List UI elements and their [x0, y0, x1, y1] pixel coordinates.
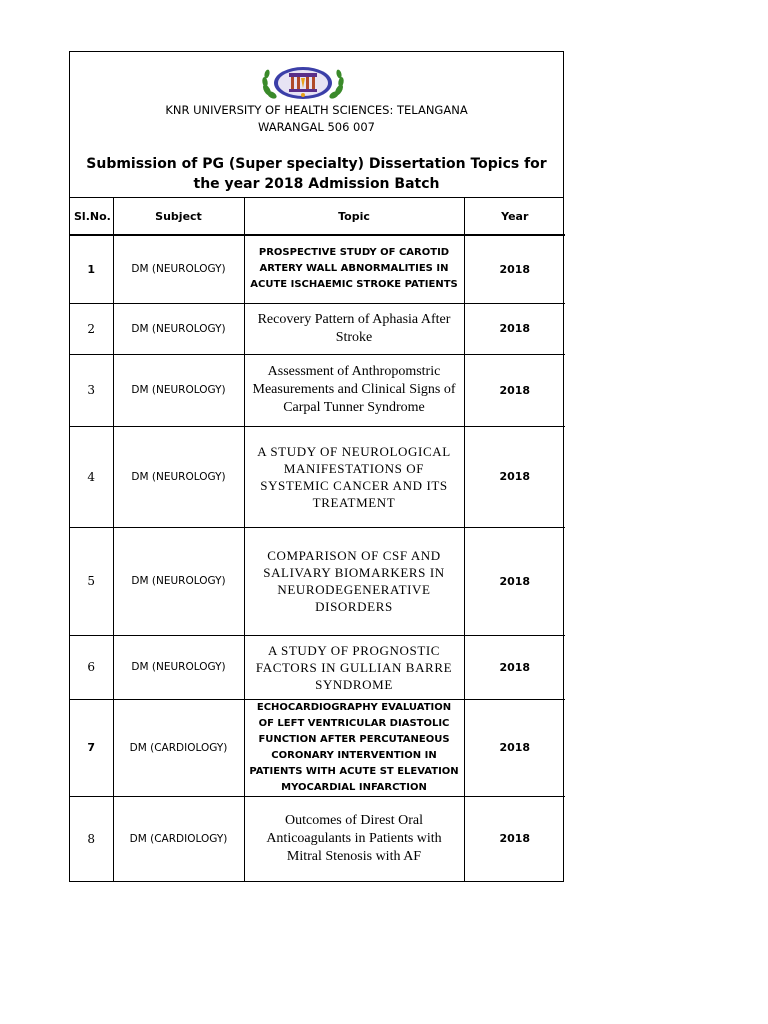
row-subject: DM (NEUROLOGY) [113, 527, 244, 635]
row-subject: DM (CARDIOLOGY) [113, 796, 244, 881]
row-subject: DM (NEUROLOGY) [113, 426, 244, 527]
row-topic: Recovery Pattern of Aphasia After Stroke [244, 303, 464, 354]
row-subject: DM (NEUROLOGY) [113, 303, 244, 354]
table-header-row [70, 198, 565, 235]
university-name: KNR UNIVERSITY OF HEALTH SCIENCES: TELANGANA [165, 103, 468, 117]
row-year: 2018 [464, 699, 565, 796]
row-sl-no: 5 [70, 527, 113, 635]
university-address: WARANGAL 506 007 [258, 120, 375, 134]
dissertation-sheet [69, 51, 564, 882]
table-row [70, 426, 565, 527]
row-year: 2018 [464, 354, 565, 426]
table-row [70, 303, 565, 354]
table-row [70, 527, 565, 635]
row-year: 2018 [464, 426, 565, 527]
row-sl-no: 4 [70, 426, 113, 527]
row-topic: A STUDY OF PROGNOSTIC FACTORS IN GULLIAN BARRE SYNDROME [244, 635, 464, 699]
row-year: 2018 [464, 235, 565, 303]
row-sl-no: 1 [70, 235, 113, 303]
column-header-sl-no: Sl.No. [70, 198, 113, 235]
row-subject: DM (NEUROLOGY) [113, 635, 244, 699]
table-row [70, 354, 565, 426]
row-topic: Assessment of Anthropomstric Measurements and Clinical Signs of Carpal Tunner Syndrome [244, 354, 464, 426]
column-header-subject: Subject [113, 198, 244, 235]
row-subject: DM (NEUROLOGY) [113, 354, 244, 426]
row-sl-no: 2 [70, 303, 113, 354]
table-row [70, 699, 565, 796]
table-row [70, 635, 565, 699]
row-topic: PROSPECTIVE STUDY OF CAROTID ARTERY WALL ABNORMALITIES IN ACUTE ISCHAEMIC STROKE PATIENTS [244, 235, 464, 303]
row-topic: Outcomes of Direst Oral Anticoagulants in Patients with Mitral Stenosis with AF [244, 796, 464, 881]
row-sl-no: 3 [70, 354, 113, 426]
table-row [70, 235, 565, 303]
row-year: 2018 [464, 635, 565, 699]
document-title: Submission of PG (Super specialty) Dissertation Topics for the year 2018 Admission Batch [86, 156, 547, 192]
row-year: 2018 [464, 527, 565, 635]
row-year: 2018 [464, 303, 565, 354]
column-header-topic: Topic [244, 198, 464, 235]
row-topic: COMPARISON OF CSF AND SALIVARY BIOMARKERS IN NEURODEGENERATIVE DISORDERS [244, 527, 464, 635]
row-sl-no: 6 [70, 635, 113, 699]
dissertation-table [70, 198, 565, 881]
document-header [70, 52, 563, 198]
row-sl-no: 8 [70, 796, 113, 881]
table-row [70, 796, 565, 881]
row-subject: DM (NEUROLOGY) [113, 235, 244, 303]
row-topic: A STUDY OF NEUROLOGICAL MANIFESTATIONS OF SYSTEMIC CANCER AND ITS TREATMENT [244, 426, 464, 527]
row-subject: DM (CARDIOLOGY) [113, 699, 244, 796]
university-emblem-icon [258, 64, 348, 102]
column-header-year: Year [464, 198, 565, 235]
row-year: 2018 [499, 832, 531, 846]
row-sl-no: 7 [70, 699, 113, 796]
row-topic: ECHOCARDIOGRAPHY EVALUATION OF LEFT VENTRICULAR DIASTOLIC FUNCTION AFTER PERCUTANEOUS CORONARY INTERVENTION IN PATIENTS WITH ACUTE ST ELEVATION MYOCARDIAL INFARCTION [244, 699, 464, 796]
